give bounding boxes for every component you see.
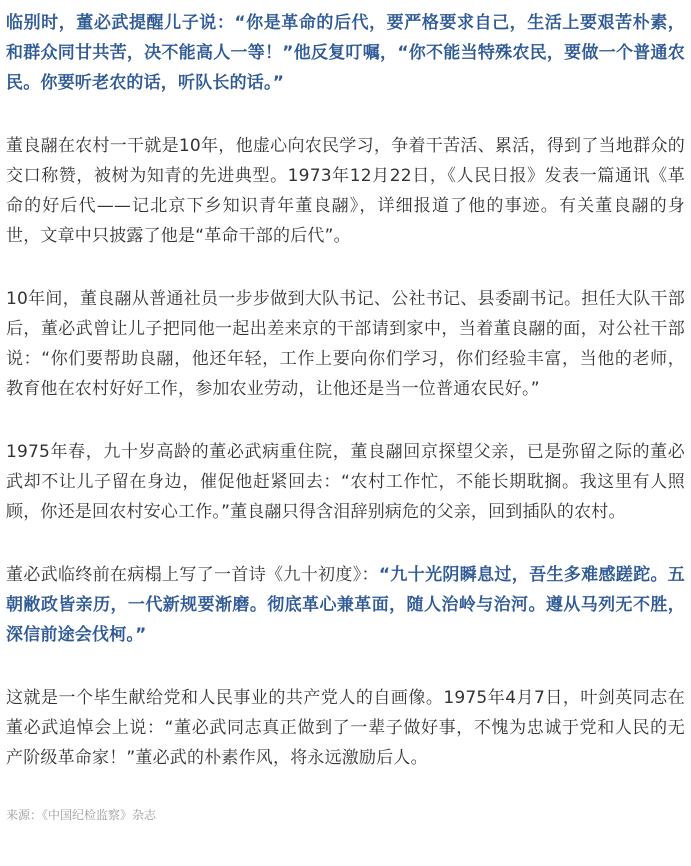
poem-intro: 董必武临终前在病榻上写了一首诗《九十初度》： xyxy=(6,565,379,585)
poem-text: “九十光阴瞬息过，吾生多难感蹉跎。五朝敝政皆亲历，一代新规要渐磨。彻底革心兼革面，随人治岭与治河。遵从马列无不胜，深信前途会伐柯。” xyxy=(6,565,685,645)
paragraph-poem xyxy=(6,560,685,650)
paragraph-farewell-advice: 临别时，董必武提醒儿子说：“你是革命的后代，要严格要求自己，生活上要艰苦朴素，和群众同甘共苦，决不能高人一等！”他反复叮嘱，“你不能当特殊农民，要做一个普通农民。你要听老农的话，听队长的话。” xyxy=(6,13,685,93)
paragraph-ten-years-countryside: 董良翮在农村一干就是10年，他虚心向农民学习，争着干苦活、累活，得到了当地群众的交口称赞，被树为知青的先进典型。1973年12月22日，《人民日报》发表一篇通讯《革命的好后代——记北京下乡知识青年董良翮》，详细报道了他的事迹。有关董良翮的身世，文章中只披露了他是“革命干部的后代”。 xyxy=(6,136,685,246)
paragraph-1975-spring: 1975年春，九十岁高龄的董必武病重住院，董良翮回京探望父亲，已是弥留之际的董必武却不让儿子留在身边，催促他赶紧回去：“农村工作忙，不能长期耽搁。我这里有人照顾，你还是回农村安心工作。”董良翮只得含泪辞别病危的父亲，回到插队的农村。 xyxy=(6,442,685,522)
paragraph-promotion: 10年间，董良翮从普通社员一步步做到大队书记、公社书记、县委副书记。担任大队干部后，董必武曾让儿子把同他一起出差来京的干部请到家中，当着董良翮的面，对公社干部说：“你们要帮助良翮，他还年轻，工作上要向你们学习，你们经验丰富，当他的老师，教育他在农村好好工作，参加农业劳动，让他还是当一位普通农民好。” xyxy=(6,289,685,399)
paragraph-self-portrait: 这就是一个毕生献给党和人民事业的共产党人的自画像。1975年4月7日，叶剑英同志在董必武追悼会上说：“董必武同志真正做到了一辈子做好事，不愧为忠诚于党和人民的无产阶级革命家！”董必武的朴素作风，将永远激励后人。 xyxy=(6,688,685,768)
source-credit: 来源：《中国纪检监察》杂志 xyxy=(6,808,157,822)
